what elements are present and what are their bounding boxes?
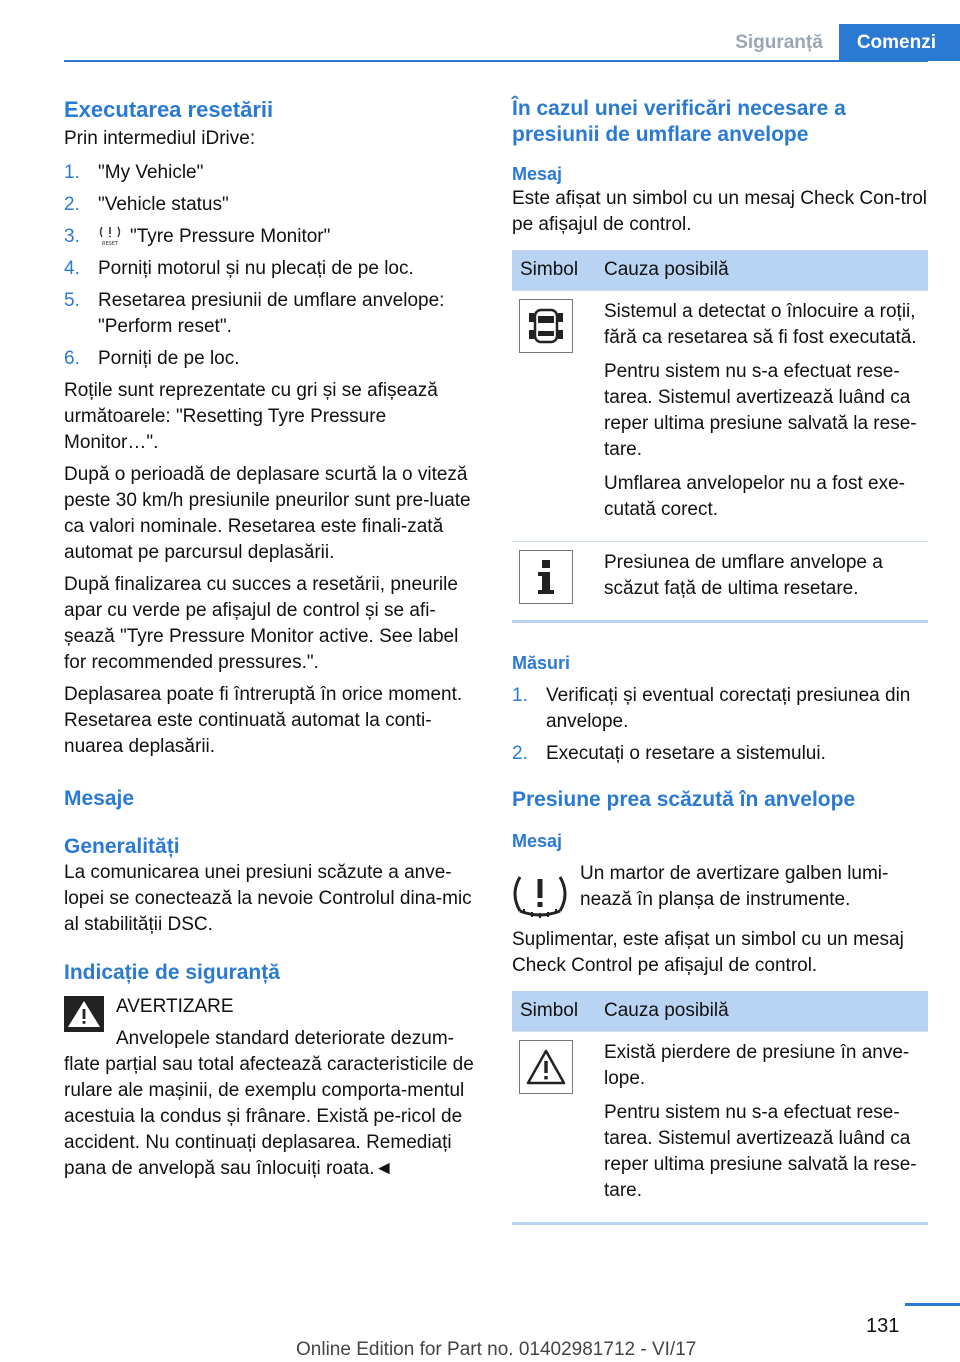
svg-text:RESET: RESET — [101, 241, 119, 246]
cause-text: Presiunea de umflare anvelope a scăzut față de ultima resetare. — [604, 552, 883, 599]
reset-paragraph: Roțile sunt reprezentate cu gri și se afișează următoarele: "Resetting Tyre Pressure Monitor…". — [64, 380, 438, 453]
right-column — [512, 96, 928, 1225]
table-row — [512, 1032, 928, 1224]
list-item: 2. "Vehicle status" — [64, 194, 229, 215]
check-title: În cazul unei verificări necesare a presiunii de umflare anvelope — [512, 97, 846, 146]
tire-pressure-warning-icon — [512, 869, 568, 919]
warning-triangle-icon — [519, 1040, 573, 1094]
warning-label: AVERTIZARE — [116, 996, 234, 1017]
warning-triangle-icon — [64, 996, 104, 1032]
check-text: Este afișat un simbol cu un mesaj Check Con-trol pe afișajul de control. — [512, 188, 928, 235]
cause-text: Există pierdere de presiune în anve-lope. — [604, 1042, 910, 1089]
table-row — [512, 291, 928, 542]
lamp-text: Un martor de avertizare galben lumi-nează în planșa de instrumente. — [580, 863, 889, 910]
message-label-2: Mesaj — [512, 831, 563, 851]
reset-title: Executarea resetării — [64, 97, 274, 122]
reset-paragraph: Deplasarea poate fi întreruptă în orice moment. Resetarea este continuată automat la conti-nuarea deplasării. — [64, 684, 463, 757]
column-header-symbol: Simbol — [512, 250, 596, 291]
measures-list — [512, 683, 928, 767]
warning-block — [64, 994, 480, 1182]
symbol-table-1 — [512, 250, 928, 623]
message-label: Mesaj — [512, 164, 563, 184]
reset-intro: Prin intermediul iDrive: — [64, 128, 256, 149]
footer-divider — [905, 1303, 960, 1306]
reset-paragraph: După o perioadă de deplasare scurtă la o viteză peste 30 km/h presiunile pneurilor sunt pre-luate ca valori nominale. Resetarea este finali-zată automat pe parcursul deplasării. — [64, 464, 471, 563]
warning-lamp-block — [512, 861, 928, 919]
tire-reset-icon — [98, 224, 122, 246]
tab-safety[interactable]: Siguranță — [735, 32, 823, 53]
warning-text: flate parțial sau total afectează caracteristicile de rulare ale mașinii, de exemplu comporta-mentul acestuia la condus și frânare. Există pe-ricol de accident. Nu continuați deplasarea. Remediați pana de anvelopă sau înlocuiți roata.◄ — [64, 1054, 474, 1179]
safety-title: Indicație de siguranță — [64, 961, 280, 984]
page-number: 131 — [866, 1315, 900, 1337]
reset-paragraph: După finalizarea cu succes a resetării, pneurile apar cu verde pe afișajul de control și se afi-șează "Tyre Pressure Monitor active. See label for recommended pressures.". — [64, 574, 459, 673]
symbol-table-2 — [512, 991, 928, 1225]
general-text: La comunicarea unei presiuni scăzute a anve-lopei se conectează la nevoie Controlul dina-mic al stabilității DSC. — [64, 862, 472, 935]
messages-title: Mesaje — [64, 787, 135, 810]
left-column — [64, 96, 480, 1188]
list-item: 6. Porniți de pe loc. — [64, 348, 240, 369]
list-item: 4. Porniți motorul și nu plecați de pe loc. — [64, 258, 414, 279]
header-divider — [64, 60, 928, 62]
list-item: 5. Resetarea presiunii de umflare anvelope: "Perform reset". — [64, 290, 445, 337]
column-header-symbol: Simbol — [512, 991, 596, 1032]
general-title: Generalități — [64, 835, 180, 858]
header-tabs — [713, 24, 960, 61]
cause-text: Pentru sistem nu s-a efectuat rese-tarea. Sistemul avertizează luând ca reper ultima presiune salvată la rese-tare. — [604, 1102, 917, 1201]
reset-steps-list — [64, 160, 480, 372]
edition-footer: Online Edition for Part no. 01402981712 - VI/17 — [296, 1339, 697, 1360]
cause-text: Umflarea anvelopelor nu a fost exe-cutată corect. — [604, 473, 905, 520]
measures-label: Măsuri — [512, 653, 571, 673]
warning-first-line: Anvelopele standard deteriorate dezum- — [116, 1028, 454, 1049]
list-item: 3. RESET "Tyre Pressure Monitor" — [64, 226, 331, 247]
list-item: 1. "My Vehicle" — [64, 162, 204, 183]
tab-controls[interactable]: Comenzi — [839, 24, 960, 61]
column-header-cause: Cauza posibilă — [596, 991, 928, 1032]
list-item: 2. Executați o resetare a sistemului. — [512, 743, 826, 764]
info-icon — [519, 550, 573, 604]
cause-text: Pentru sistem nu s-a efectuat rese-tarea. Sistemul avertizează luând ca reper ultima presiune salvată la rese-tare. — [604, 361, 917, 460]
cause-text: Sistemul a detectat o înlocuire a roții, fără ca resetarea să fi fost executată. — [604, 301, 917, 348]
extra-text: Suplimentar, este afișat un simbol cu un mesaj Check Control pe afișajul de control. — [512, 929, 904, 976]
car-top-view-icon — [519, 299, 573, 353]
column-header-cause: Cauza posibilă — [596, 250, 928, 291]
low-pressure-title: Presiune prea scăzută în anvelope — [512, 788, 856, 811]
list-item: 1. Verificați și eventual corectați presiunea din anvelope. — [512, 685, 911, 732]
table-row — [512, 542, 928, 622]
